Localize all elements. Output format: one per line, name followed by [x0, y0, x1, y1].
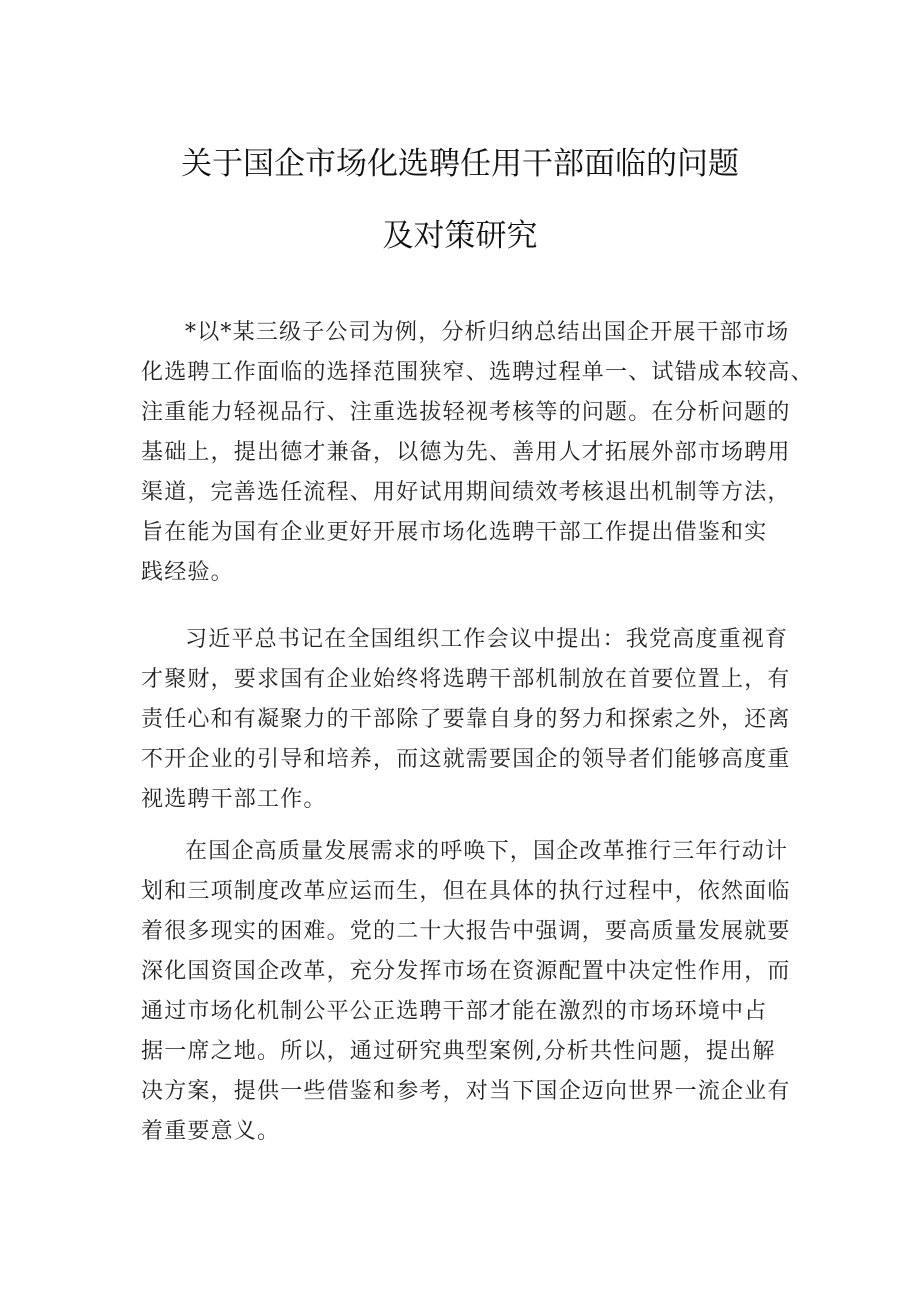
- paragraph-line: 决方案，提供一些借鉴和参考，对当下国企迈向世界一流企业有: [141, 1079, 791, 1104]
- paragraph-line: 通过市场化机制公平公正选聘干部才能在激烈的市场环境中占: [141, 999, 768, 1024]
- paragraph-line: 习近平总书记在全国组织工作会议中提出：我党高度重视育: [185, 627, 789, 652]
- paragraph-line: 注重能力轻视品行、注重选拔轻视考核等的问题。在分析问题的: [141, 400, 791, 425]
- paragraph-line: 践经验。: [141, 560, 234, 585]
- document-title-line-1: 关于国企市场化选聘任用干部面临的问题: [181, 146, 739, 182]
- paragraph-line: 着很多现实的困难。党的二十大报告中强调，要高质量发展就要: [141, 919, 791, 944]
- paragraph-line: 划和三项制度改革应运而生，但在具体的执行过程中，依然面临: [141, 879, 791, 904]
- paragraph-line: 责任心和有凝聚力的干部除了要靠自身的努力和探索之外，还离: [141, 707, 791, 732]
- paragraph-background: [141, 832, 791, 1152]
- paragraph-line: 不开企业的引导和培养，而这就需要国企的领导者们能够高度重: [141, 747, 791, 772]
- paragraph-line: 旨在能为国有企业更好开展市场化选聘干部工作提出借鉴和实: [141, 520, 768, 545]
- paragraph-line: 渠道，完善选任流程、用好试用期间绩效考核退出机制等方法，: [141, 480, 791, 505]
- document-title-line-2: 及对策研究: [382, 218, 538, 254]
- paragraph-line: *以*某三级子公司为例，分析归纳总结出国企开展干部市场: [185, 320, 790, 345]
- paragraph-line: 化选聘工作面临的选择范围狭窄、选聘过程单一、试错成本较高、: [141, 360, 814, 385]
- paragraph-line: 视选聘干部工作。: [141, 787, 327, 812]
- paragraph-introduction: [141, 620, 791, 820]
- paragraph-abstract: [141, 313, 814, 593]
- paragraph-line: 才聚财，要求国有企业始终将选聘干部机制放在首要位置上，有: [141, 667, 791, 692]
- paragraph-line: 据一席之地。所以，通过研究典型案例,分析共性问题，提出解: [141, 1039, 776, 1064]
- paragraph-line: 深化国资国企改革，充分发挥市场在资源配置中决定性作用，而: [141, 959, 791, 984]
- paragraph-line: 着重要意义。: [141, 1119, 281, 1144]
- paragraph-line: 在国企高质量发展需求的呼唤下，国企改革推行三年行动计: [185, 839, 789, 864]
- paragraph-line: 基础上，提出德才兼备，以德为先、善用人才拓展外部市场聘用: [141, 440, 791, 465]
